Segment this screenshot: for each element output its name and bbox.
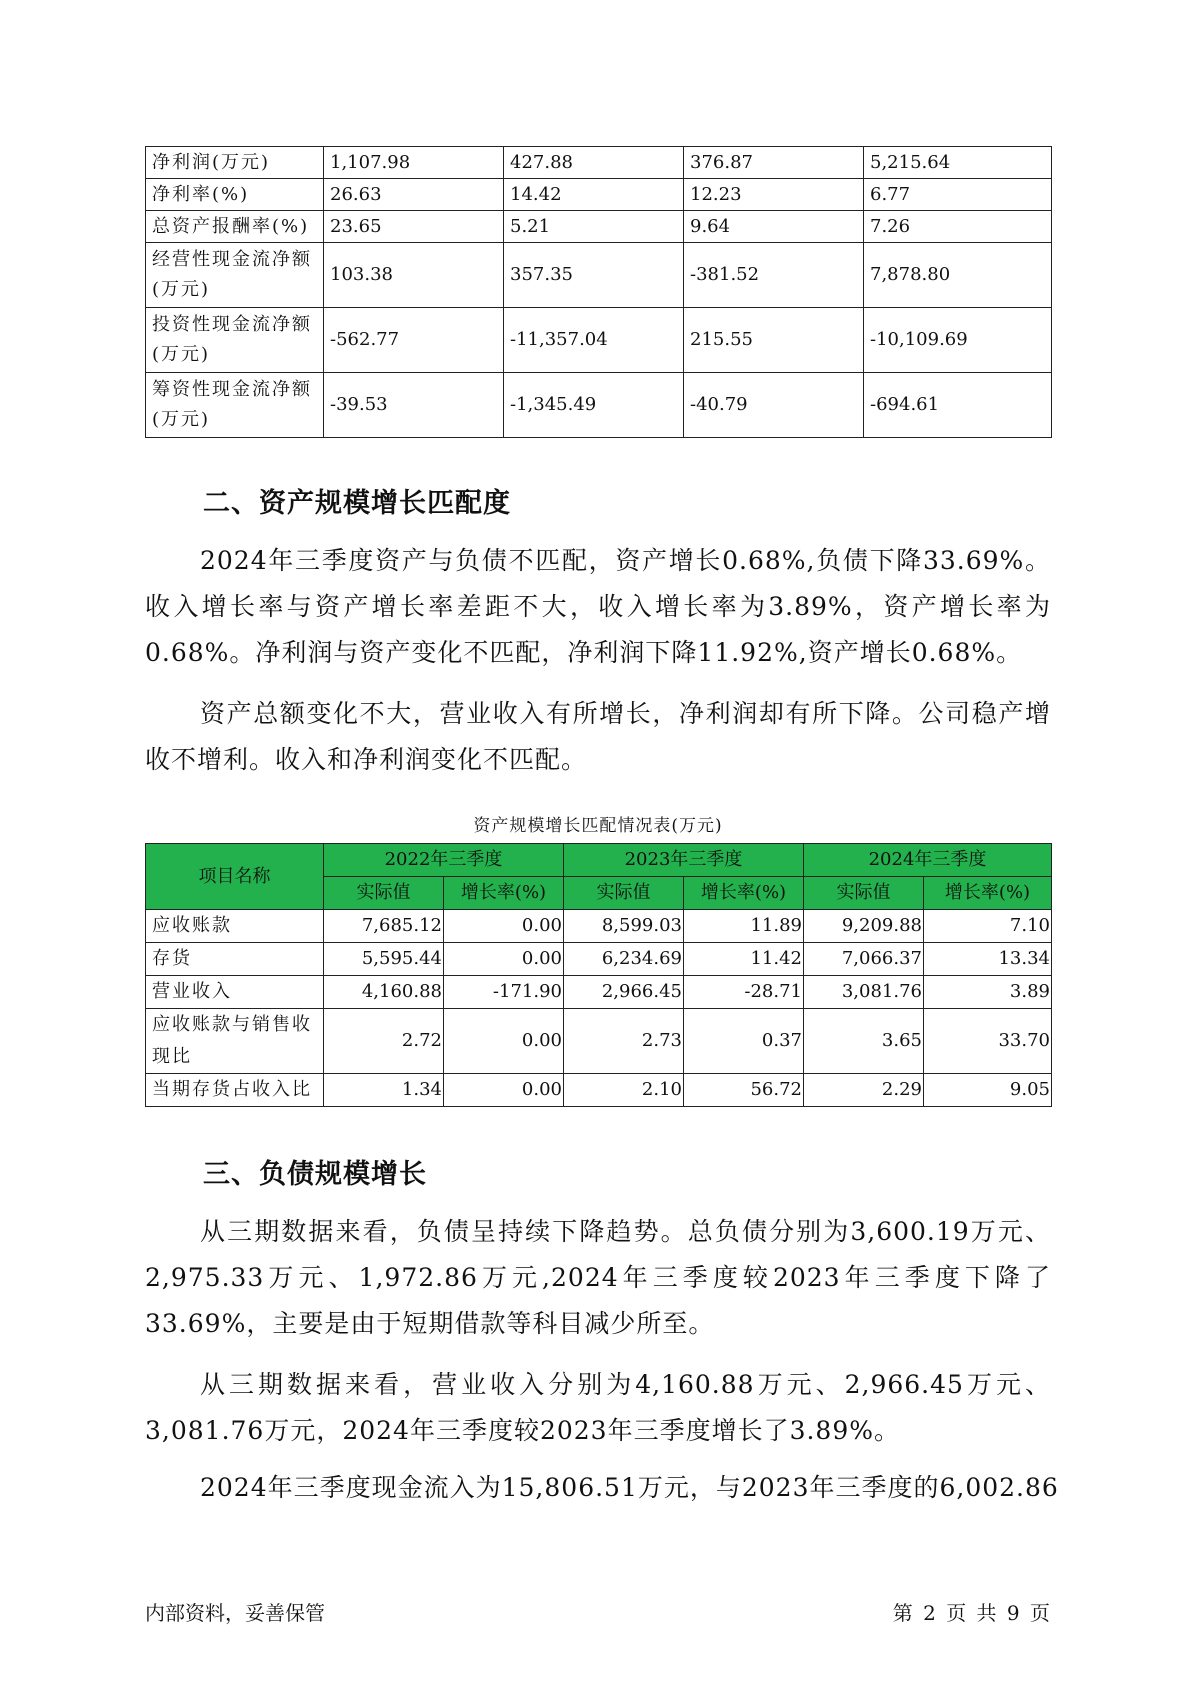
table-row xyxy=(146,1009,1052,1074)
table-row xyxy=(146,373,1052,438)
footer-confidential-note: 内部资料，妥善保管 xyxy=(145,1601,325,1625)
section-heading: 三、负债规模增长 xyxy=(203,1159,427,1190)
cell-value: -39.53 xyxy=(324,373,504,438)
cell-value: 2.72 xyxy=(324,1009,444,1074)
cell-value: 7,878.80 xyxy=(864,243,1052,308)
cell-value: 14.42 xyxy=(504,179,684,211)
table-row xyxy=(146,943,1052,976)
table-row xyxy=(146,243,1052,308)
cell-value: -1,345.49 xyxy=(504,373,684,438)
header-period: 2023年三季度 xyxy=(564,844,804,877)
cell-value: -11,357.04 xyxy=(504,308,684,373)
cell-value: 5,215.64 xyxy=(864,147,1052,179)
cell-value: 6,234.69 xyxy=(564,943,684,976)
header-period: 2024年三季度 xyxy=(804,844,1052,877)
cell-value: -171.90 xyxy=(444,976,564,1009)
cell-value: 0.37 xyxy=(684,1009,804,1074)
paragraph: 2024年三季度资产与负债不匹配，资产增长0.68%,负债下降33.69%。收入增长率与资产增长率差距不大，收入增长率为3.89%，资产增长率为0.68%。净利润与资产变化不匹配，净利润下降11.92%,资产增长0.68%。 xyxy=(145,546,1051,667)
cell-value: 2,966.45 xyxy=(564,976,684,1009)
row-label: 当期存货占收入比 xyxy=(146,1074,324,1107)
cell-value: 9,209.88 xyxy=(804,910,924,943)
cell-value: 5.21 xyxy=(504,211,684,243)
paragraph: 从三期数据来看，负债呈持续下降趋势。总负债分别为3,600.19万元、2,975.33万元、1,972.86万元,2024年三季度较2023年三季度下降了33.69%，主要是由于短期借款等科目减少所至。 xyxy=(145,1217,1051,1338)
row-label: 净利率(%) xyxy=(146,179,324,211)
table-row xyxy=(146,211,1052,243)
cell-value: 103.38 xyxy=(324,243,504,308)
cell-value: 13.34 xyxy=(924,943,1052,976)
cell-value: 0.00 xyxy=(444,910,564,943)
cell-value: 56.72 xyxy=(684,1074,804,1107)
cell-value: -28.71 xyxy=(684,976,804,1009)
cell-value: -10,109.69 xyxy=(864,308,1052,373)
section-heading: 二、资产规模增长匹配度 xyxy=(203,488,511,519)
cell-value: 0.00 xyxy=(444,943,564,976)
cell-value: 11.42 xyxy=(684,943,804,976)
table-row xyxy=(146,308,1052,373)
table-row xyxy=(146,179,1052,211)
table-caption: 资产规模增长匹配情况表(万元) xyxy=(473,816,723,836)
table-row xyxy=(146,147,1052,179)
paragraph: 资产总额变化不大，营业收入有所增长，净利润却有所下降。公司稳产增收不增利。收入和净利润变化不匹配。 xyxy=(145,699,1051,774)
header-actual: 实际值 xyxy=(564,877,684,910)
cell-value: 0.00 xyxy=(444,1009,564,1074)
cell-value: 3.65 xyxy=(804,1009,924,1074)
cell-value: 2.10 xyxy=(564,1074,684,1107)
cell-value: 12.23 xyxy=(684,179,864,211)
cell-value: 4,160.88 xyxy=(324,976,444,1009)
row-label: 应收账款 xyxy=(146,910,324,943)
cell-value: 33.70 xyxy=(924,1009,1052,1074)
row-label: 总资产报酬率(%) xyxy=(146,211,324,243)
cell-value: -40.79 xyxy=(684,373,864,438)
row-label: 筹资性现金流净额(万元) xyxy=(146,373,324,438)
cell-value: 1,107.98 xyxy=(324,147,504,179)
cell-value: 9.05 xyxy=(924,1074,1052,1107)
footer-page-number: 第 2 页 共 9 页 xyxy=(892,1601,1050,1625)
header-row xyxy=(146,844,1052,877)
row-label: 经营性现金流净额(万元) xyxy=(146,243,324,308)
cell-value: 3,081.76 xyxy=(804,976,924,1009)
cell-value: 7,685.12 xyxy=(324,910,444,943)
cell-value: 357.35 xyxy=(504,243,684,308)
table-row xyxy=(146,976,1052,1009)
cell-value: 5,595.44 xyxy=(324,943,444,976)
header-growth: 增长率(%) xyxy=(684,877,804,910)
financial-metrics-table xyxy=(145,146,1052,438)
cell-value: 3.89 xyxy=(924,976,1052,1009)
cell-value: 6.77 xyxy=(864,179,1052,211)
cell-value: 0.00 xyxy=(444,1074,564,1107)
cell-value: 2.29 xyxy=(804,1074,924,1107)
asset-growth-table xyxy=(145,843,1052,1107)
cell-value: -381.52 xyxy=(684,243,864,308)
row-label: 净利润(万元) xyxy=(146,147,324,179)
paragraph: 从三期数据来看，营业收入分别为4,160.88万元、2,966.45万元、3,081.76万元，2024年三季度较2023年三季度增长了3.89%。 xyxy=(145,1370,1051,1445)
cell-value: 1.34 xyxy=(324,1074,444,1107)
cell-value: 23.65 xyxy=(324,211,504,243)
header-growth: 增长率(%) xyxy=(924,877,1052,910)
cell-value: 7,066.37 xyxy=(804,943,924,976)
header-growth: 增长率(%) xyxy=(444,877,564,910)
header-period: 2022年三季度 xyxy=(324,844,564,877)
table-row xyxy=(146,1074,1052,1107)
header-item-name: 项目名称 xyxy=(146,844,324,910)
paragraph: 2024年三季度现金流入为15,806.51万元，与2023年三季度的6,002.86 xyxy=(200,1473,1059,1502)
row-label: 应收账款与销售收现比 xyxy=(146,1009,324,1074)
cell-value: 7.10 xyxy=(924,910,1052,943)
row-label: 投资性现金流净额(万元) xyxy=(146,308,324,373)
header-actual: 实际值 xyxy=(324,877,444,910)
cell-value: 11.89 xyxy=(684,910,804,943)
header-actual: 实际值 xyxy=(804,877,924,910)
cell-value: -562.77 xyxy=(324,308,504,373)
row-label: 营业收入 xyxy=(146,976,324,1009)
cell-value: 7.26 xyxy=(864,211,1052,243)
cell-value: 376.87 xyxy=(684,147,864,179)
table-row xyxy=(146,910,1052,943)
cell-value: 215.55 xyxy=(684,308,864,373)
cell-value: -694.61 xyxy=(864,373,1052,438)
cell-value: 2.73 xyxy=(564,1009,684,1074)
row-label: 存货 xyxy=(146,943,324,976)
cell-value: 26.63 xyxy=(324,179,504,211)
cell-value: 8,599.03 xyxy=(564,910,684,943)
cell-value: 9.64 xyxy=(684,211,864,243)
cell-value: 427.88 xyxy=(504,147,684,179)
